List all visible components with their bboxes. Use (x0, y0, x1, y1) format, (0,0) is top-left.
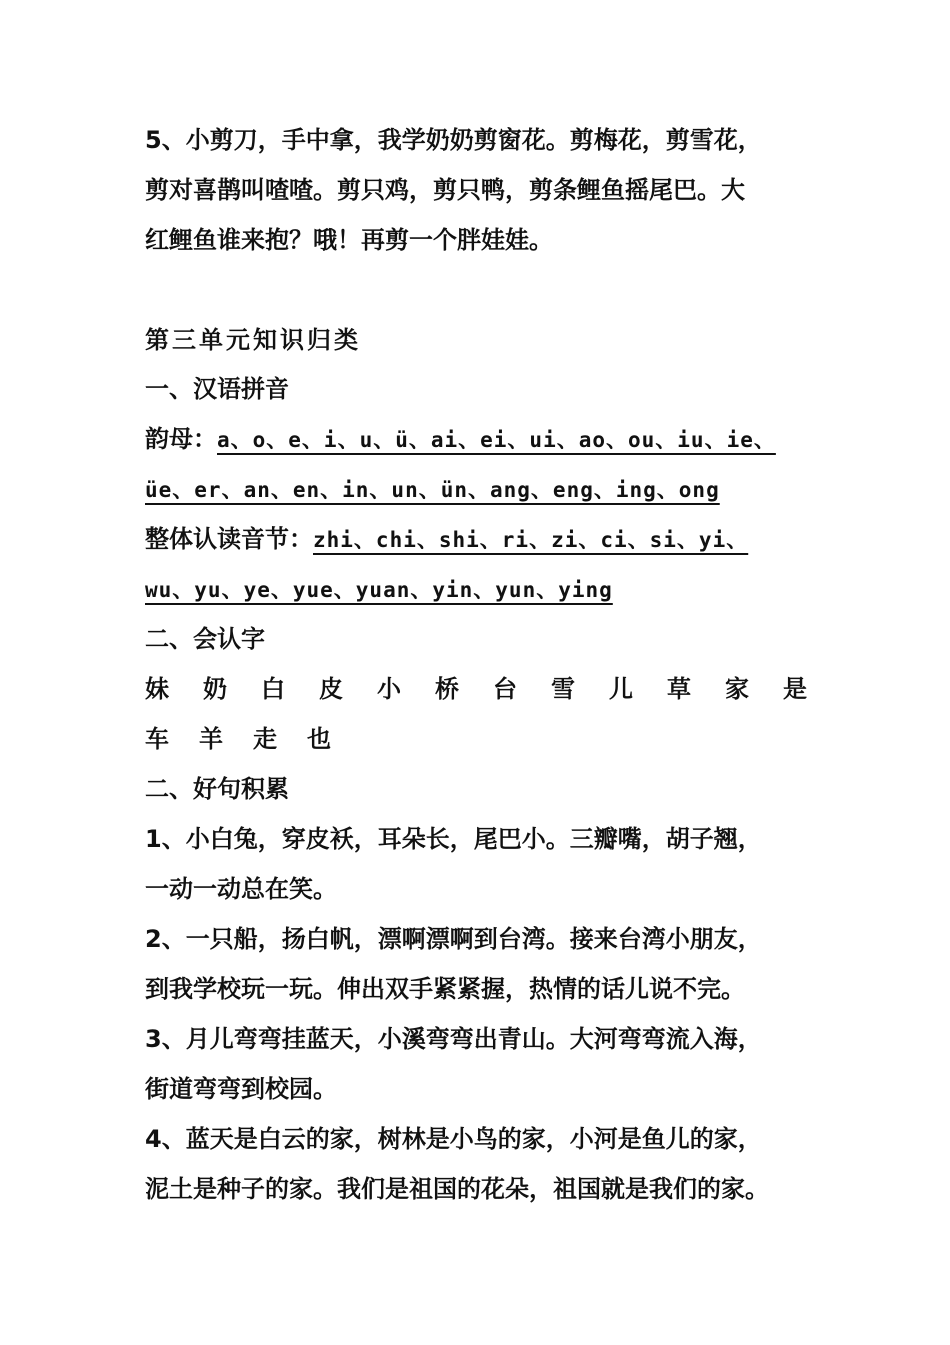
char: 羊 (199, 725, 223, 753)
sentence1-line1: 1、小白兔，穿皮袄，耳朵长，尾巴小。三瓣嘴，胡子翘， (145, 825, 762, 853)
sentence2-line1: 2、一只船，扬白帆，漂啊漂啊到台湾。接来台湾小朋友， (145, 925, 762, 953)
char-row-1 (145, 674, 807, 704)
poem5-line3: 红鲤鱼谁来抱？哦！再剪一个胖娃娃。 (145, 226, 553, 254)
section2-title: 二、会认字 (145, 625, 265, 653)
syllables-line1: zhi、chi、shi、ri、zi、ci、si、yi、 (313, 528, 749, 552)
char: 小 (377, 675, 401, 703)
syllables-label: 整体认读音节： (145, 525, 313, 553)
sentence2-line2: 到我学校玩一玩。伸出双手紧紧握，热情的话儿说不完。 (145, 975, 745, 1003)
finals-row-2 (145, 474, 720, 505)
finals-row-1 (145, 424, 776, 455)
char: 草 (667, 675, 691, 703)
sentence3-line1: 3、月儿弯弯挂蓝天，小溪弯弯出青山。大河弯弯流入海， (145, 1025, 762, 1053)
char: 奶 (203, 675, 227, 703)
char: 车 (145, 725, 169, 753)
char: 也 (307, 725, 331, 753)
char-row-2 (145, 724, 331, 754)
section3-title: 二、好句积累 (145, 775, 289, 803)
char: 雪 (551, 675, 575, 703)
section1-title: 一、汉语拼音 (145, 375, 289, 403)
sentence3-line2: 街道弯弯到校园。 (145, 1075, 337, 1103)
char: 是 (783, 675, 807, 703)
poem5-line1: 5、小剪刀，手中拿，我学奶奶剪窗花。剪梅花，剪雪花， (145, 126, 762, 154)
finals-line1: a、o、e、i、u、ü、ai、ei、ui、ao、ou、iu、ie、 (217, 428, 776, 452)
finals-label: 韵母： (145, 425, 217, 453)
syllables-row-2 (145, 574, 613, 605)
syllables-row-1 (145, 524, 748, 555)
char: 桥 (435, 675, 459, 703)
char: 白 (261, 675, 285, 703)
char: 走 (253, 725, 277, 753)
char: 皮 (319, 675, 343, 703)
char: 台 (493, 675, 517, 703)
char: 家 (725, 675, 749, 703)
poem5-line2: 剪对喜鹊叫喳喳。剪只鸡，剪只鸭，剪条鲤鱼摇尾巴。大 (145, 176, 745, 204)
finals-line2: üe、er、an、en、in、un、ün、ang、eng、ing、ong (145, 478, 720, 502)
sentence4-line2: 泥土是种子的家。我们是祖国的花朵，祖国就是我们的家。 (145, 1175, 769, 1203)
sentence4-line1: 4、蓝天是白云的家，树林是小鸟的家，小河是鱼儿的家， (145, 1125, 762, 1153)
sentence1-line2: 一动一动总在笑。 (145, 875, 337, 903)
unit-title: 第三单元知识归类 (145, 326, 361, 354)
syllables-line2: wu、yu、ye、yue、yuan、yin、yun、ying (145, 578, 613, 602)
char: 儿 (609, 675, 633, 703)
char: 妹 (145, 675, 169, 703)
